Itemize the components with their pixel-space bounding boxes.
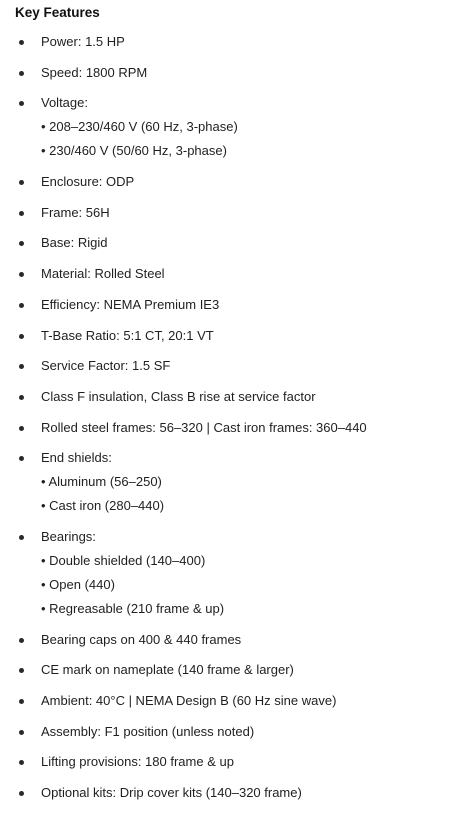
bullet-icon [19,638,24,643]
feature-item [0,30,460,54]
bullet-icon [19,760,24,765]
feature-sub-item: • Open (440) [41,576,115,592]
feature-item [0,689,460,713]
feature-sub-item: • Regreasable (210 frame & up) [41,600,225,616]
feature-item [0,750,460,774]
feature-sub-item: • 208–230/460 V (60 Hz, 3-phase) [41,119,238,135]
feature-item [0,231,460,255]
feature-label: Enclosure: ODP [41,174,135,190]
feature-label: Efficiency: NEMA Premium IE3 [41,296,220,312]
bullet-icon [19,426,24,431]
feature-item [0,293,460,317]
feature-sub-list [41,549,460,621]
bullet-icon [19,791,24,796]
feature-item [0,385,460,409]
bullet-icon [19,71,24,76]
feature-label: Material: Rolled Steel [41,266,165,282]
feature-item [0,91,460,163]
feature-sub-item: • 230/460 V (50/60 Hz, 3-phase) [41,143,227,159]
feature-label: Service Factor: 1.5 SF [41,358,171,374]
feature-item [0,262,460,286]
bullet-icon [19,730,24,735]
feature-label: Lifting provisions: 180 frame & up [41,754,234,770]
feature-label: Bearings: [41,528,96,544]
feature-label: Ambient: 40°C | NEMA Design B (60 Hz sine wave) [41,693,337,708]
feature-sub-item: • Aluminum (56–250) [41,474,162,490]
feature-item [0,446,460,518]
feature-label: Rolled steel frames: 56–320 | Cast iron frames: 360–440 [41,419,367,435]
feature-item [0,324,460,348]
feature-label: Power: 1.5 HP [41,34,125,49]
feature-label: CE mark on nameplate (140 frame & larger) [41,662,294,678]
feature-label: Frame: 56H [41,204,110,220]
feature-item [0,628,460,652]
bullet-icon [19,535,24,540]
section-heading: Key Features [15,5,100,20]
feature-sub-list [41,115,460,163]
bullet-icon [19,395,24,400]
bullet-icon [19,180,24,185]
feature-sub-item: • Cast iron (280–440) [41,498,165,514]
feature-label: Base: Rigid [41,235,108,251]
feature-item [0,170,460,194]
bullet-icon [19,40,24,45]
feature-label: Optional kits: Drip cover kits (140–320 frame) [41,785,302,801]
feature-label: Assembly: F1 position (unless noted) [41,723,255,739]
feature-list [0,30,460,812]
feature-sub-item: • Double shielded (140–400) [41,552,206,568]
feature-label: Class F insulation, Class B rise at service factor [41,388,316,404]
bullet-icon [19,241,24,246]
bullet-icon [19,668,24,673]
feature-item [0,525,460,621]
bullet-icon [19,211,24,216]
feature-item [0,61,460,85]
feature-label: T-Base Ratio: 5:1 CT, 20:1 VT [41,327,214,343]
feature-sub-list [41,470,460,518]
bullet-icon [19,303,24,308]
bullet-icon [19,101,24,106]
feature-label: Bearing caps on 400 & 440 frames [41,631,242,647]
bullet-icon [19,456,24,461]
feature-item [0,201,460,225]
feature-label: Speed: 1800 RPM [41,64,148,80]
bullet-icon [19,699,24,704]
bullet-icon [19,272,24,277]
feature-item [0,720,460,744]
feature-item [0,781,460,805]
feature-item [0,658,460,682]
feature-label: End shields: [41,450,112,466]
bullet-icon [19,334,24,339]
feature-label: Voltage: [41,95,88,111]
feature-item [0,416,460,440]
bullet-icon [19,364,24,369]
feature-item [0,354,460,378]
